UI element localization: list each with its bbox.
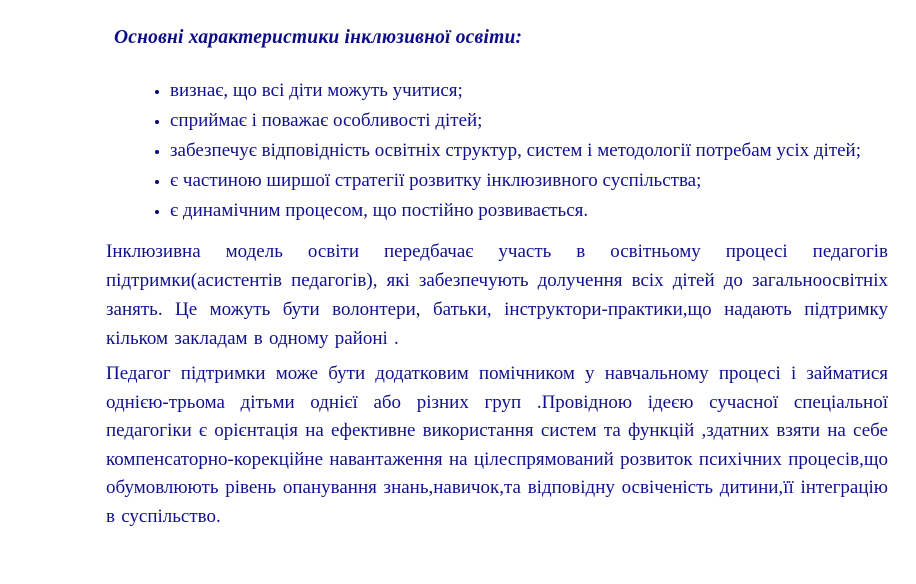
list-item: • є динамічним процесом, що постійно розвивається. — [170, 196, 888, 226]
document-heading: Основні характеристики інклюзивної освіти: — [114, 27, 523, 48]
paragraph: Інклюзивна модель освіти передбачає участь в освітньому процесі педагогів підтримки(асистентів педагогів), які забезпечують долучення всіх дітей до загальноосвітніх занять. Це можуть бути волонтери, батьки, інструктори-практики,що надають підтримку кільком закладам в одному районі . — [106, 241, 888, 349]
list-item: • сприймає і поважає особливості дітей; — [170, 106, 888, 136]
bullet-list — [106, 76, 888, 226]
document-content — [106, 26, 888, 531]
paragraph: Педагог підтримки може бути додатковим помічником у навчальному процесі і займатися однією-трьома дітьми однієї або різних груп .Провідною ідеєю сучасної спеціальної педагогіки є орієнтація на ефективне використання систем та функцій ,здатних взяти на себе компенсаторно-корекційне навантаження на цілеспрямований розвиток психічних процесів,що обумовлюють рівень опанування знань,навичок,та відповідну освіченість дитини,її інтеграцію в суспільство. — [106, 363, 888, 527]
list-item: • визнає, що всі діти можуть учитися; — [170, 76, 888, 106]
list-item: • є частиною ширшої стратегії розвитку інклюзивного суспільства; — [170, 166, 888, 196]
list-item: • забезпечує відповідність освітніх структур, систем і методології потребам усіх дітей; — [170, 136, 888, 166]
